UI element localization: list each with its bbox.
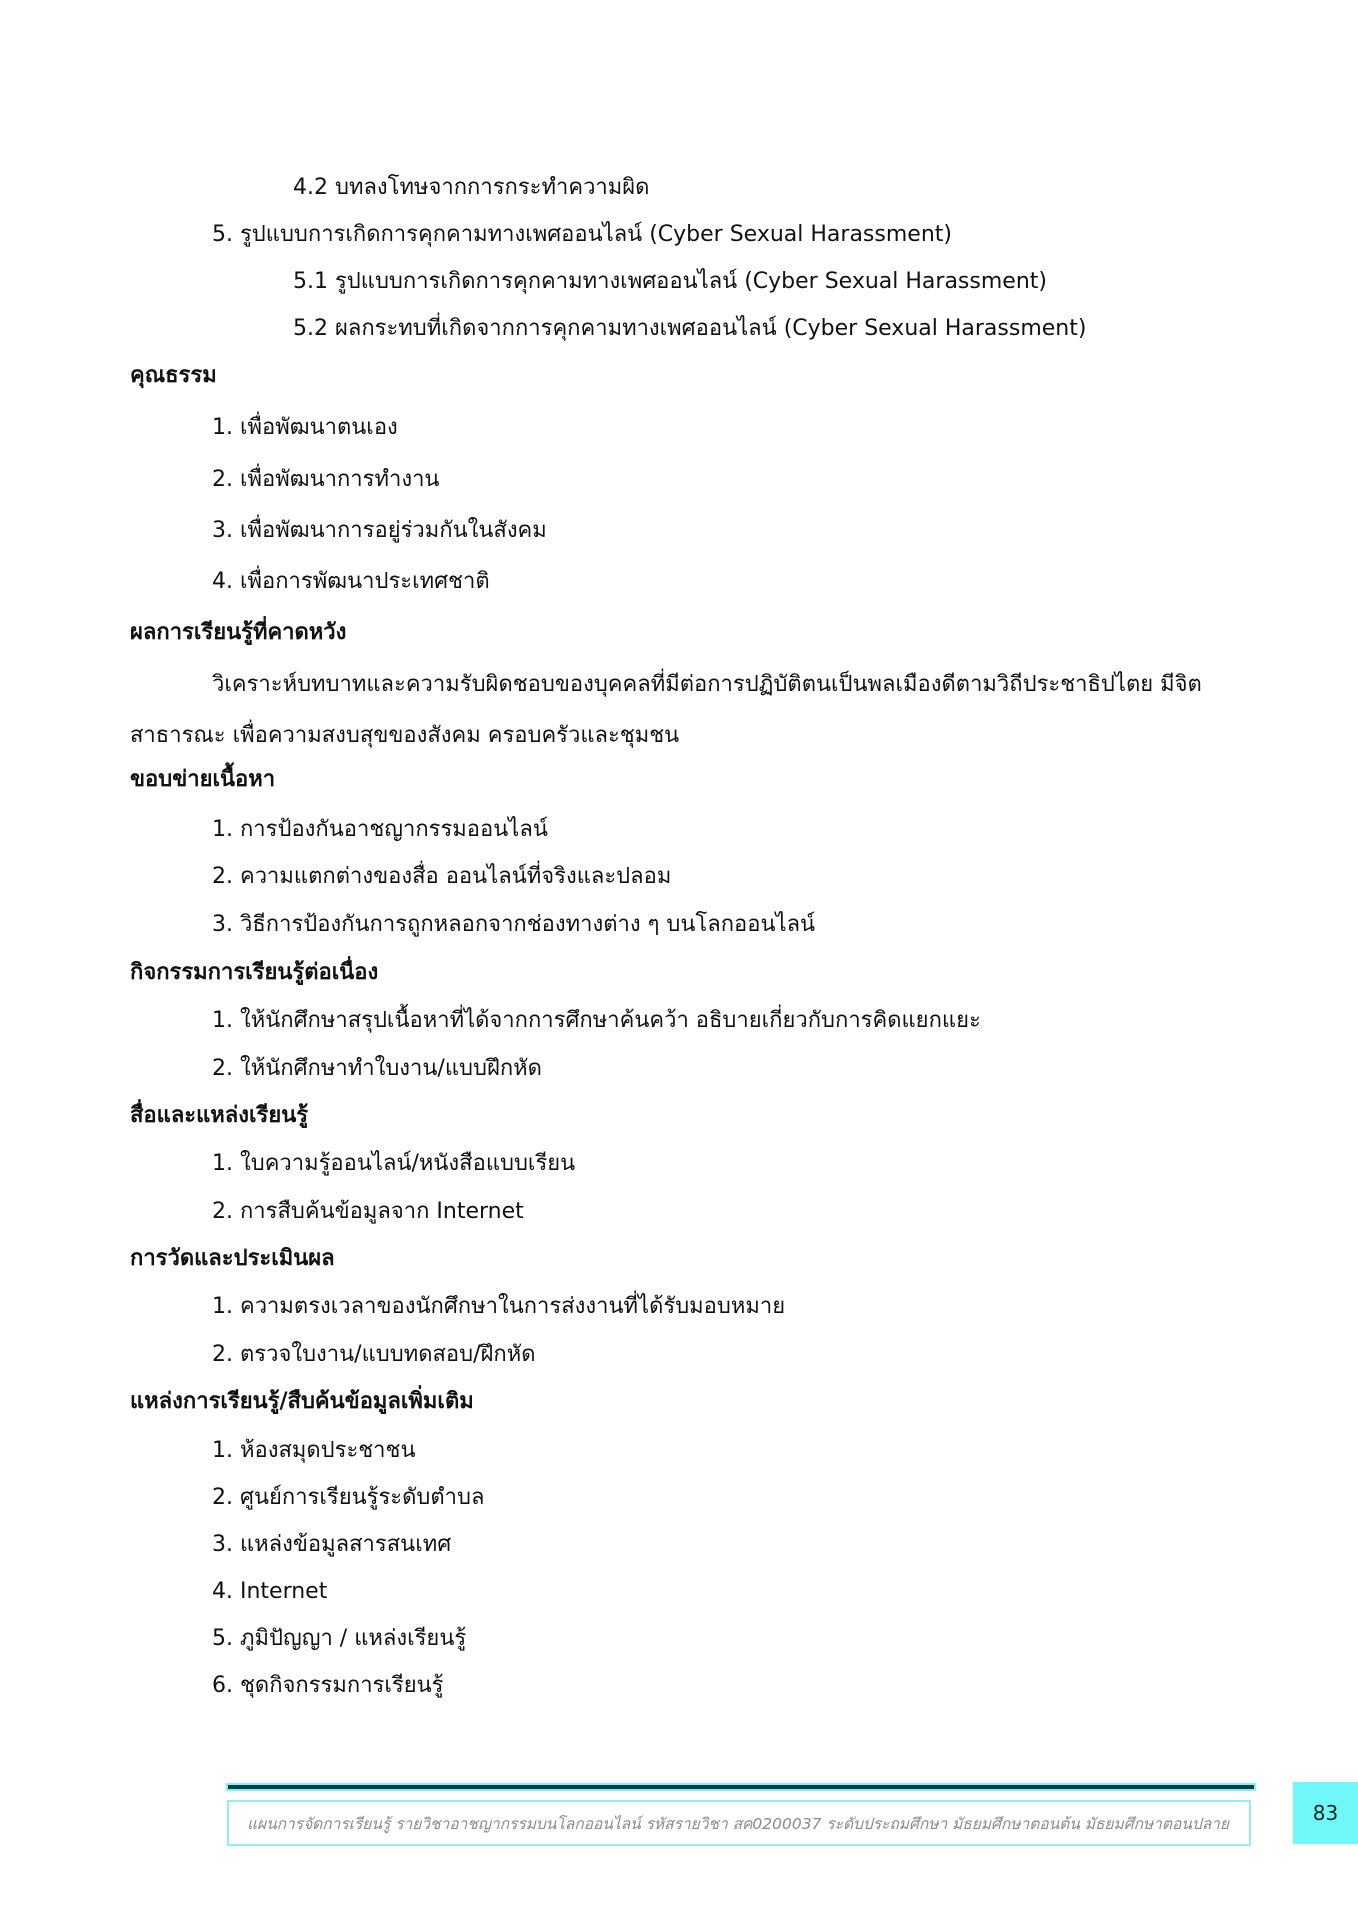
section-heading-expected-outcomes: ผลการเรียนรู้ที่คาดหวัง bbox=[130, 620, 347, 645]
page-number: 83 bbox=[1312, 1801, 1339, 1825]
list-item: 4. เพื่อการพัฒนาประเทศชาติ bbox=[212, 569, 490, 594]
list-item: 1. ให้นักศึกษาสรุปเนื้อหาที่ได้จากการศึกษาค้นคว้า อธิบายเกี่ยวกับการคิดแยกแยะ bbox=[212, 1008, 981, 1033]
paragraph-line: สาธารณะ เพื่อความสงบสุขของสังคม ครอบครัวและชุมชน bbox=[130, 723, 680, 748]
list-item: 3. วิธีการป้องกันการถูกหลอกจากช่องทางต่าง ๆ บนโลกออนไลน์ bbox=[212, 912, 816, 937]
list-item: 6. ชุดกิจกรรมการเรียนรู้ bbox=[212, 1673, 444, 1698]
paragraph-line: วิเคราะห์บทบาทและความรับผิดชอบของบุคคลที่มีต่อการปฏิบัติตนเป็นพลเมืองดีตามวิถีประชาธิปไตย มีจิต bbox=[212, 672, 1202, 697]
footer-rule bbox=[228, 1785, 1254, 1789]
list-item: 1. เพื่อพัฒนาตนเอง bbox=[212, 415, 398, 440]
section-heading-continuing-activities: กิจกรรมการเรียนรู้ต่อเนื่อง bbox=[130, 960, 379, 985]
list-item: 2. การสืบค้นข้อมูลจาก Internet bbox=[212, 1199, 524, 1224]
footer-box bbox=[227, 1800, 1251, 1846]
section-heading-content-scope: ขอบข่ายเนื้อหา bbox=[130, 767, 276, 792]
list-item: 2. ตรวจใบงาน/แบบทดสอบ/ฝึกหัด bbox=[212, 1342, 536, 1367]
section-heading-additional-sources: แหล่งการเรียนรู้/สืบค้นข้อมูลเพิ่มเติม bbox=[130, 1389, 474, 1414]
list-item: 1. ห้องสมุดประชาชน bbox=[212, 1438, 416, 1463]
list-item: 1. ความตรงเวลาของนักศึกษาในการส่งงานที่ได้รับมอบหมาย bbox=[212, 1294, 786, 1319]
list-item: 2. ศูนย์การเรียนรู้ระดับตำบล bbox=[212, 1485, 485, 1510]
list-item: 1. การป้องกันอาชญากรรมออนไลน์ bbox=[212, 817, 548, 842]
outline-item-5: 5. รูปแบบการเกิดการคุกคามทางเพศออนไลน์ (Cyber Sexual Harassment) bbox=[212, 222, 952, 247]
outline-item-5-2: 5.2 ผลกระทบที่เกิดจากการคุกคามทางเพศออนไลน์ (Cyber Sexual Harassment) bbox=[293, 316, 1087, 341]
list-item: 2. เพื่อพัฒนาการทำงาน bbox=[212, 467, 440, 492]
list-item: 3. เพื่อพัฒนาการอยู่ร่วมกันในสังคม bbox=[212, 518, 547, 543]
outline-item-5-1: 5.1 รูปแบบการเกิดการคุกคามทางเพศออนไลน์ (Cyber Sexual Harassment) bbox=[293, 269, 1047, 294]
page-number-box bbox=[1293, 1782, 1358, 1844]
section-heading-media-resources: สื่อและแหล่งเรียนรู้ bbox=[130, 1103, 309, 1128]
list-item: 5. ภูมิปัญญา / แหล่งเรียนรู้ bbox=[212, 1626, 467, 1651]
list-item: 1. ใบความรู้ออนไลน์/หนังสือแบบเรียน bbox=[212, 1151, 576, 1176]
section-heading-evaluation: การวัดและประเมินผล bbox=[130, 1246, 335, 1271]
list-item: 4. Internet bbox=[212, 1579, 328, 1604]
outline-item-4-2: 4.2 บทลงโทษจากการกระทำความผิด bbox=[293, 175, 650, 200]
list-item: 3. แหล่งข้อมูลสารสนเทศ bbox=[212, 1532, 452, 1557]
list-item: 2. ความแตกต่างของสื่อ ออนไลน์ที่จริงและปลอม bbox=[212, 864, 672, 889]
list-item: 2. ให้นักศึกษาทำใบงาน/แบบฝึกหัด bbox=[212, 1056, 542, 1081]
footer-text: แผนการจัดการเรียนรู้ รายวิชาอาชญากรรมบนโลกออนไลน์ รหัสรายวิชา สค0200037 ระดับประถมศึกษา มัธยมศึกษาตอนต้น มัธยมศึกษาตอนปลาย bbox=[247, 1814, 1229, 1833]
section-heading-virtues: คุณธรรม bbox=[130, 363, 217, 388]
